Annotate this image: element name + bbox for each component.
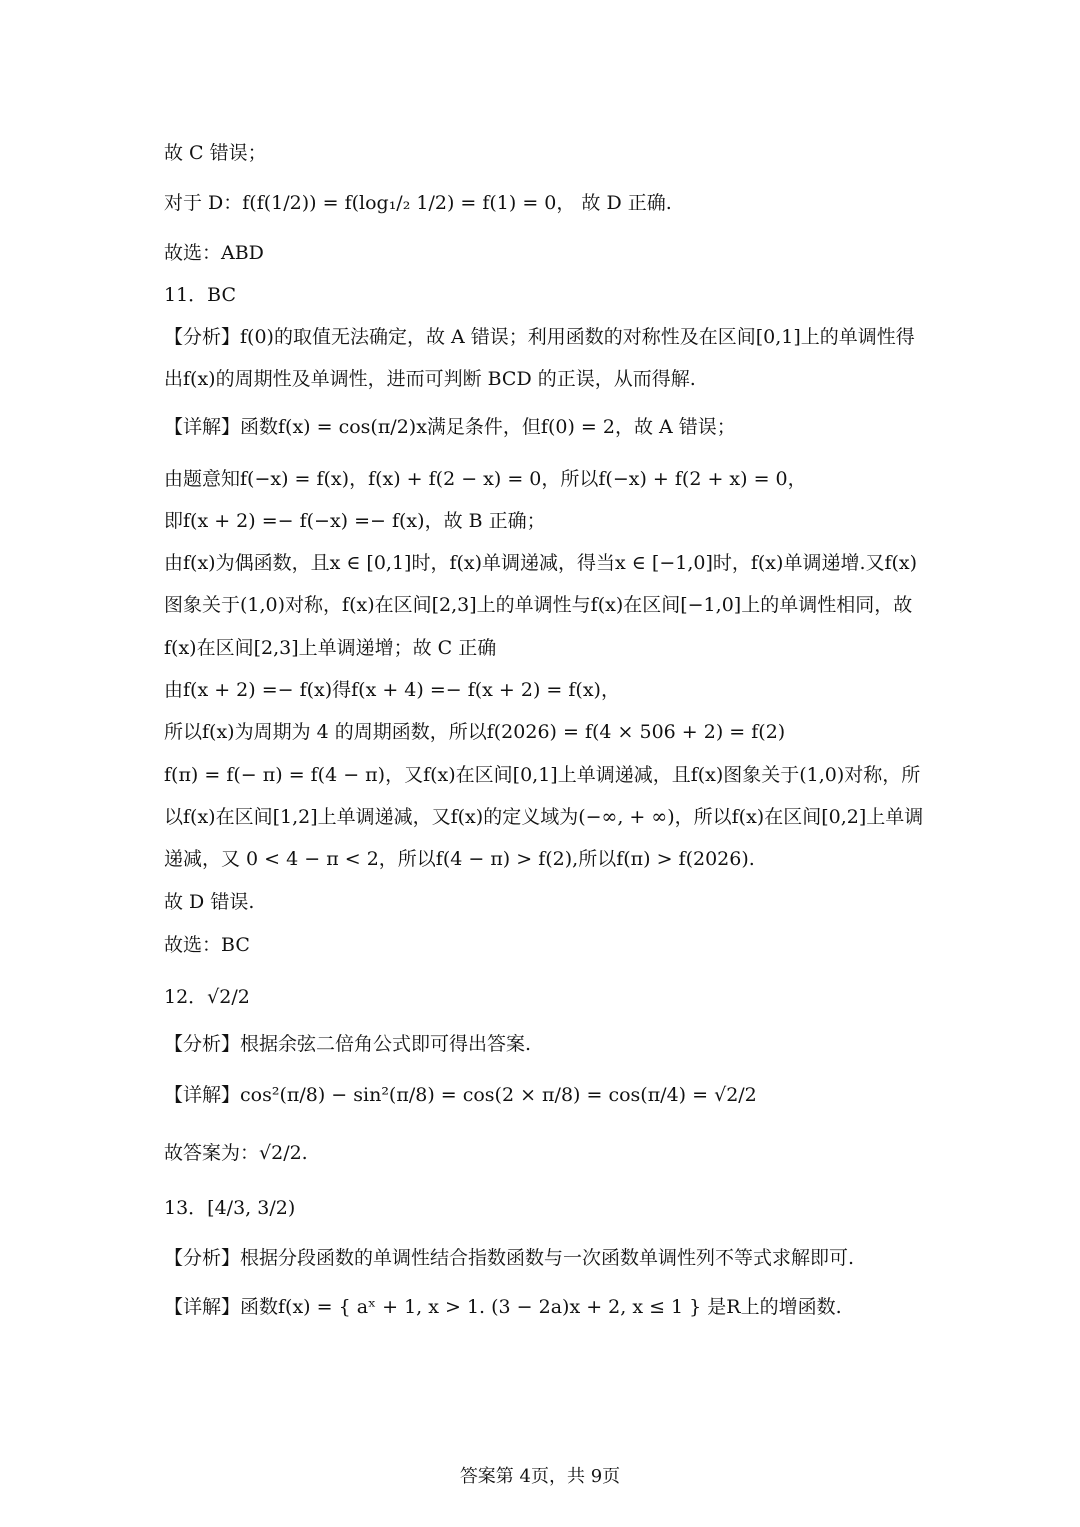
text-line: 【分析】f(0)的取值无法确定，故 A 错误；利用函数的对称性及在区间[0,1]上的单调性得: [164, 326, 915, 348]
text-line: 由题意知f(−x) = f(x)，f(x) + f(2 − x) = 0，所以f(−x) + f(2 + x) = 0，: [164, 468, 807, 490]
text-line: 对于 D：f(f(1/2)) = f(log₁/₂ 1/2) = f(1) = 0， 故 D 正确.: [164, 192, 672, 214]
question-number: 12．√2/2: [164, 986, 250, 1008]
text-line: f(x)在区间[2,3]上单调递增；故 C 正确: [164, 637, 497, 659]
text-line: 故答案为：√2/2.: [164, 1142, 308, 1164]
page-footer: 答案第 4页，共 9页: [459, 1466, 621, 1487]
text-line: 故 D 错误.: [164, 891, 255, 913]
text-line: 即f(x + 2) =− f(−x) =− f(x)，故 B 正确；: [164, 510, 546, 532]
question-number: 13．[4/3, 3/2): [164, 1197, 296, 1219]
text-line: 图象关于(1,0)对称，f(x)在区间[2,3]上的单调性与f(x)在区间[−1,0]上的单调性相同，故: [164, 594, 913, 616]
question-number: 11．BC: [164, 284, 237, 306]
text-line: 由f(x + 2) =− f(x)得f(x + 4) =− f(x + 2) = f(x)，: [164, 679, 620, 701]
text-line: 所以f(x)为周期为 4 的周期函数，所以f(2026) = f(4 × 506 + 2) = f(2): [164, 721, 786, 743]
text-line: 故选：ABD: [164, 242, 264, 264]
text-line: 【分析】根据分段函数的单调性结合指数函数与一次函数单调性列不等式求解即可.: [164, 1247, 855, 1269]
text-line: 【详解】函数f(x) = { aˣ + 1, x > 1. (3 − 2a)x + 2, x ≤ 1 } 是R上的增函数.: [164, 1296, 842, 1318]
text-line: 故选：BC: [164, 934, 250, 956]
text-line: 递减，又 0 < 4 − π < 2，所以f(4 − π) > f(2),所以f(π) > f(2026).: [164, 848, 755, 870]
text-line: 【详解】cos²(π/8) − sin²(π/8) = cos(2 × π/8) = cos(π/4) = √2/2: [164, 1084, 757, 1106]
text-line: 出f(x)的周期性及单调性，进而可判断 BCD 的正误，从而得解.: [164, 368, 696, 390]
text-line: 【详解】函数f(x) = cos(π/2)x满足条件，但f(0) = 2，故 A 错误；: [164, 416, 736, 438]
text-line: 【分析】根据余弦二倍角公式即可得出答案.: [164, 1033, 532, 1055]
text-line: 由f(x)为偶函数，且x ∈ [0,1]时，f(x)单调递减，得当x ∈ [−1,0]时，f(x)单调递增.又f(x): [164, 552, 918, 574]
text-line: 故 C 错误；: [164, 142, 267, 164]
text-line: f(π) = f(− π) = f(4 − π)，又f(x)在区间[0,1]上单调递减，且f(x)图象关于(1,0)对称，所: [164, 764, 921, 786]
text-line: 以f(x)在区间[1,2]上单调递减，又f(x)的定义域为(−∞, + ∞)，所以f(x)在区间[0,2]上单调: [164, 806, 924, 828]
